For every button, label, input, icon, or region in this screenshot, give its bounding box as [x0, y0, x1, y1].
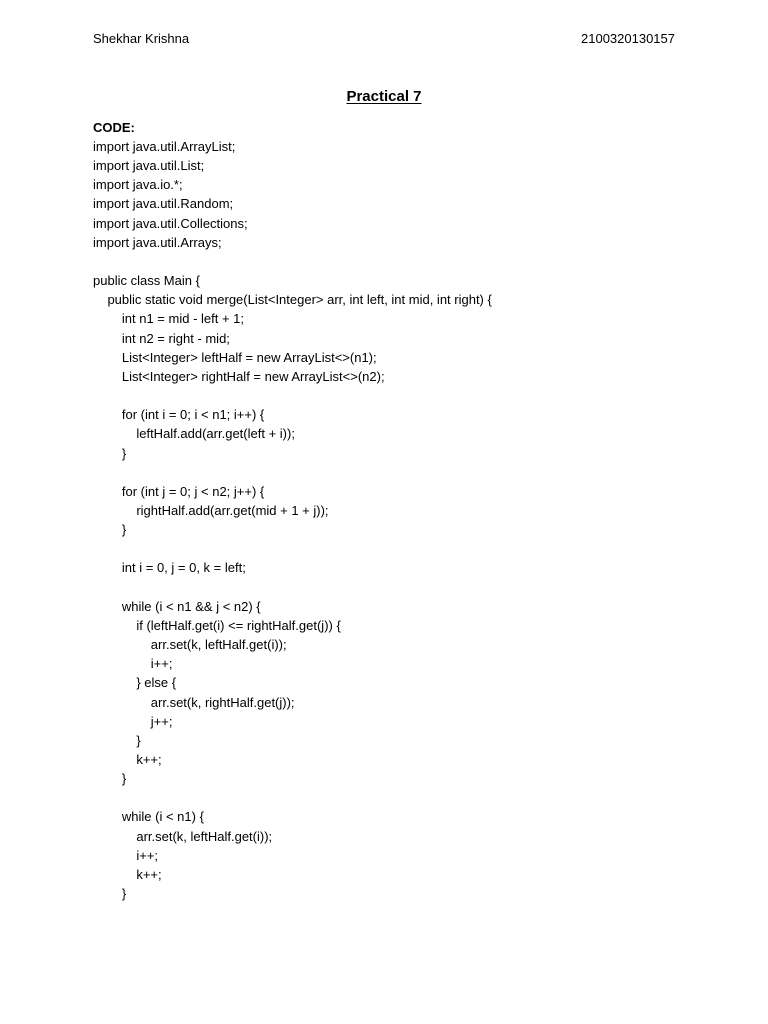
code-line: } else {: [93, 675, 177, 691]
code-line: [93, 252, 693, 271]
code-line: List<Integer> leftHalf = new ArrayList<>(n1);: [93, 349, 377, 365]
code-line: }: [93, 445, 127, 461]
code-line: arr.set(k, leftHalf.get(i));: [93, 828, 273, 844]
code-line: i++;: [93, 847, 159, 863]
code-line: while (i < n1) {: [93, 809, 204, 825]
code-line: arr.set(k, rightHalf.get(j));: [93, 694, 295, 710]
code-line: import java.util.Arrays;: [93, 234, 222, 250]
code-line: k++;: [93, 752, 162, 767]
code-line: rightHalf.add(arr.get(mid + 1 + j));: [93, 502, 329, 518]
code-label: CODE:: [93, 120, 135, 135]
code-line: [93, 386, 693, 405]
code-line: if (leftHalf.get(i) <= rightHalf.get(j)) {: [93, 617, 341, 633]
code-line: while (i < n1 && j < n2) {: [93, 598, 261, 614]
page-title-text: Practical 7: [346, 88, 422, 105]
roll-number: 2100320130157: [581, 31, 675, 46]
page-title: [0, 88, 768, 106]
code-line: leftHalf.add(arr.get(left + i));: [93, 426, 295, 442]
code-line: import java.util.ArrayList;: [93, 139, 236, 154]
code-block: [93, 137, 693, 903]
code-line: for (int j = 0; j < n2; j++) {: [93, 483, 265, 499]
code-line: [93, 578, 693, 597]
code-line: int n1 = mid - left + 1;: [93, 311, 245, 327]
code-line: [93, 788, 693, 807]
code-line: for (int i = 0; i < n1; i++) {: [93, 407, 265, 423]
code-line: import java.util.Collections;: [93, 215, 248, 231]
code-line: public static void merge(List<Integer> arr, int left, int mid, int right) {: [93, 292, 492, 308]
code-line: }: [93, 886, 127, 902]
code-line: import java.io.*;: [93, 177, 183, 193]
code-line: }: [93, 771, 127, 787]
code-line: int n2 = right - mid;: [93, 330, 230, 346]
code-line: int i = 0, j = 0, k = left;: [93, 560, 246, 576]
code-line: [93, 463, 693, 482]
code-line: import java.util.Random;: [93, 196, 234, 212]
code-line: k++;: [93, 866, 162, 882]
code-line: }: [93, 522, 127, 538]
code-line: List<Integer> rightHalf = new ArrayList<>(n2);: [93, 368, 385, 384]
code-line: j++;: [93, 713, 173, 729]
author-name: Shekhar Krishna: [93, 31, 190, 46]
code-line: arr.set(k, leftHalf.get(i));: [93, 637, 287, 653]
code-line: [93, 539, 693, 558]
code-line: }: [93, 732, 141, 748]
code-line: i++;: [93, 656, 173, 672]
code-line: import java.util.List;: [93, 158, 205, 174]
code-line: public class Main {: [93, 273, 200, 289]
